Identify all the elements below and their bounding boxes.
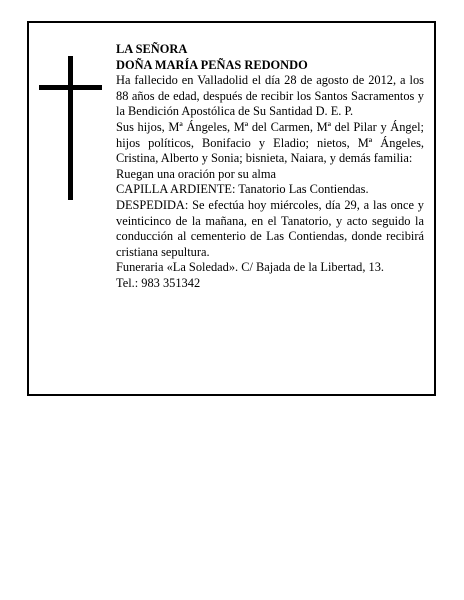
death-announcement: Ha fallecido en Valladolid el día 28 de agosto de 2012, a los 88 años de edad, después de recibir los Santos Sacramentos y la Bendición Apostólica de Su Santidad D. E. P. [116,73,424,119]
obituary-text [116,42,424,292]
obituary-notice [27,21,436,396]
chapel-info: CAPILLA ARDIENTE: Tanatorio Las Contiendas. [116,182,369,197]
family-list: Sus hijos, Mª Ángeles, Mª del Carmen, Mª del Pilar y Ángel; hijos políticos, Bonifacio y Eladio; nietos, Mª Ángeles, Cristina, Alberto y Sonia; bisnieta, Naiara, y demás familia: [116,119,424,166]
funeral-home: Funeraria «La Soledad». C/ Bajada de la Libertad, 13. [116,260,385,275]
cross-icon [68,56,73,200]
title-line-1: LA SEÑORA [116,42,188,56]
deceased-name: DOÑA MARÍA PEÑAS REDONDO [116,57,308,72]
cross-icon-bar [39,85,102,90]
farewell-info: DESPEDIDA: Se efectúa hoy miércoles, día 29, a las once y veinticinco de la mañana, en el Tanatorio, y acto seguido la conducción al cementerio de Las Contiendas, donde recibirá cristiana sepultura. [116,197,424,259]
prayer-request: Ruegan una oración por su alma [116,166,276,181]
phone-number: Tel.: 983 351342 [116,275,201,290]
